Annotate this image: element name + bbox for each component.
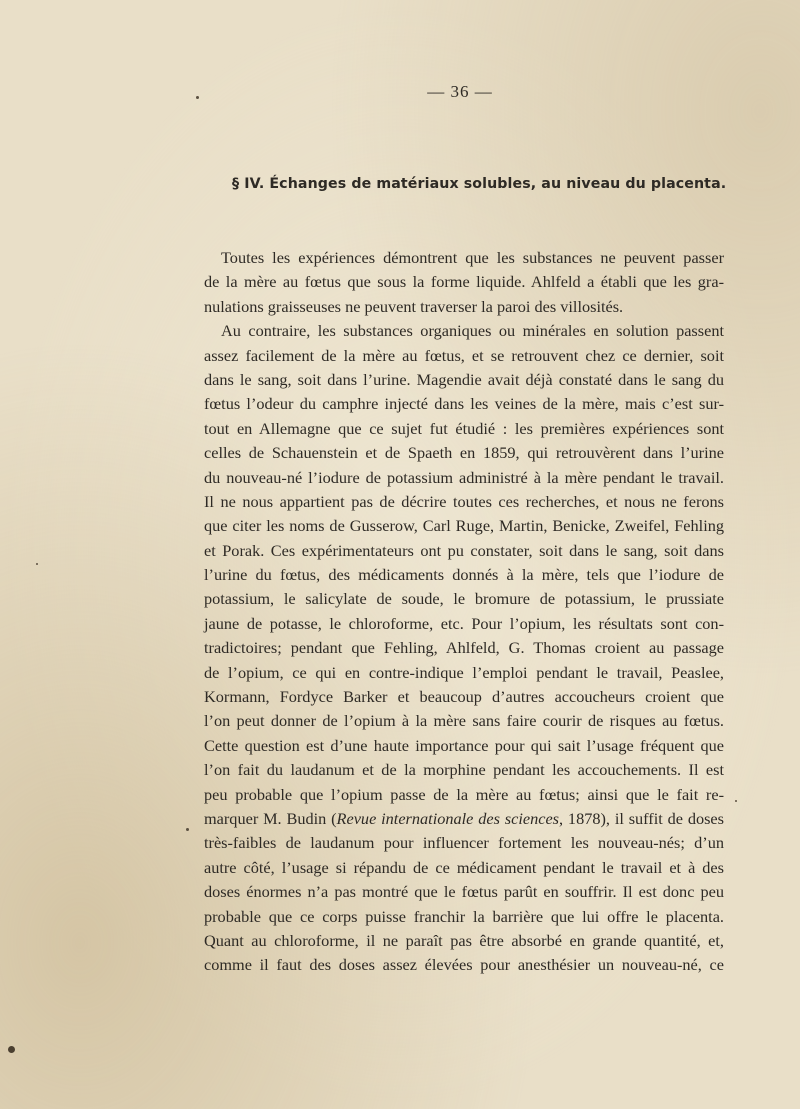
body-text xyxy=(204,246,724,978)
text-line: nulations graisseuses ne peuvent traverser la paroi des villosités. xyxy=(204,296,624,316)
text-line: assez facilement de la mère au fœtus, et se retrouvent chez ce dernier, soit xyxy=(204,345,724,365)
citation-prefix: marquer M. Budin ( xyxy=(204,808,337,828)
text-line: Au contraire, les substances organiques ou minérales en solution passent xyxy=(221,321,724,341)
paper-speck xyxy=(8,1046,15,1053)
text-line: Cette question est d’une haute importance pour qui sait l’usage fréquent que xyxy=(204,735,724,755)
paper-speck xyxy=(196,96,199,99)
text-line: de la mère au fœtus que sous la forme liquide. Ahlfeld a établi que les gra- xyxy=(204,272,724,292)
section-heading: § IV. Échanges de matériaux solubles, au niveau du placenta. xyxy=(232,176,727,192)
text-line: probable que ce corps puisse franchir la barrière que lui offre le placenta. xyxy=(204,906,724,926)
text-line: de l’opium, ce qui en contre-indique l’emploi pendant le travail, Peaslee, xyxy=(204,662,724,682)
text-line: Quant au chloroforme, il ne paraît pas être absorbé en grande quantité, et, xyxy=(204,930,724,950)
paper-speck xyxy=(36,563,38,565)
text-line: tout en Allemagne que ce sujet fut étudié : les premières expériences sont xyxy=(204,418,724,438)
text-line: peu probable que l’opium passe de la mère au fœtus; ainsi que le fait re- xyxy=(204,784,724,804)
text-line: du nouveau-né l’iodure de potassium administré à la mère pendant le travail. xyxy=(204,467,724,487)
paper-speck xyxy=(735,800,737,802)
text-line: Kormann, Fordyce Barker et beaucoup d’autres accoucheurs croient que xyxy=(204,687,724,707)
text-line: l’on peut donner de l’opium à la mère sans faire courir de risques au fœtus. xyxy=(204,711,724,731)
text-line: comme il faut des doses assez élevées pour anesthésier un nouveau-né, ce xyxy=(204,955,724,975)
text-line: jaune de potasse, le chloroforme, etc. Pour l’opium, les résultats sont con- xyxy=(204,613,724,633)
text-line: tradictoires; pendant que Fehling, Ahlfeld, G. Thomas croient au passage xyxy=(204,638,724,658)
journal-title: Revue internationale des sciences xyxy=(336,808,560,828)
text-line: très-faibles de laudanum pour influencer fortement les nouveau-nés; d’un xyxy=(204,833,724,853)
text-line: fœtus l’odeur du camphre injecté dans les veines de la mère, mais c’est sur- xyxy=(204,394,724,414)
text-line: doses énormes n’a pas montré que le fœtus parût en souffrir. Il est donc peu xyxy=(204,882,724,902)
text-line: Toutes les expériences démontrent que les substances ne peuvent passer xyxy=(221,248,724,267)
paper-speck xyxy=(186,828,189,831)
text-line: l’urine du fœtus, des médicaments donnés à la mère, tels que l’iodure de xyxy=(204,565,724,585)
text-line: que citer les noms de Gusserow, Carl Ruge, Martin, Benicke, Zweifel, Fehling xyxy=(204,516,724,536)
text-line: autre côté, l’usage si répandu de ce médicament pendant le travail et à des xyxy=(204,857,724,877)
text-line: l’on fait du laudanum et de la morphine pendant les accouchements. Il est xyxy=(204,760,724,780)
text-line: dans le sang, soit dans l’urine. Magendie avait déjà constaté dans le sang du xyxy=(204,369,724,389)
text-line: Il ne nous appartient pas de décrire toutes ces recherches, et nous ne ferons xyxy=(204,491,724,511)
text-line: celles de Schauenstein et de Spaeth en 1859, qui retrouvèrent dans l’urine xyxy=(204,443,724,463)
page-number: — 36 — xyxy=(427,82,493,101)
citation-suffix: , 1878), il suffit de doses xyxy=(559,808,724,828)
text-line-citation xyxy=(204,807,724,831)
text-line: et Porak. Ces expérimentateurs ont pu constater, soit dans le sang, soit dans xyxy=(204,540,724,560)
text-line: potassium, le salicylate de soude, le bromure de potassium, le prussiate xyxy=(204,589,724,609)
